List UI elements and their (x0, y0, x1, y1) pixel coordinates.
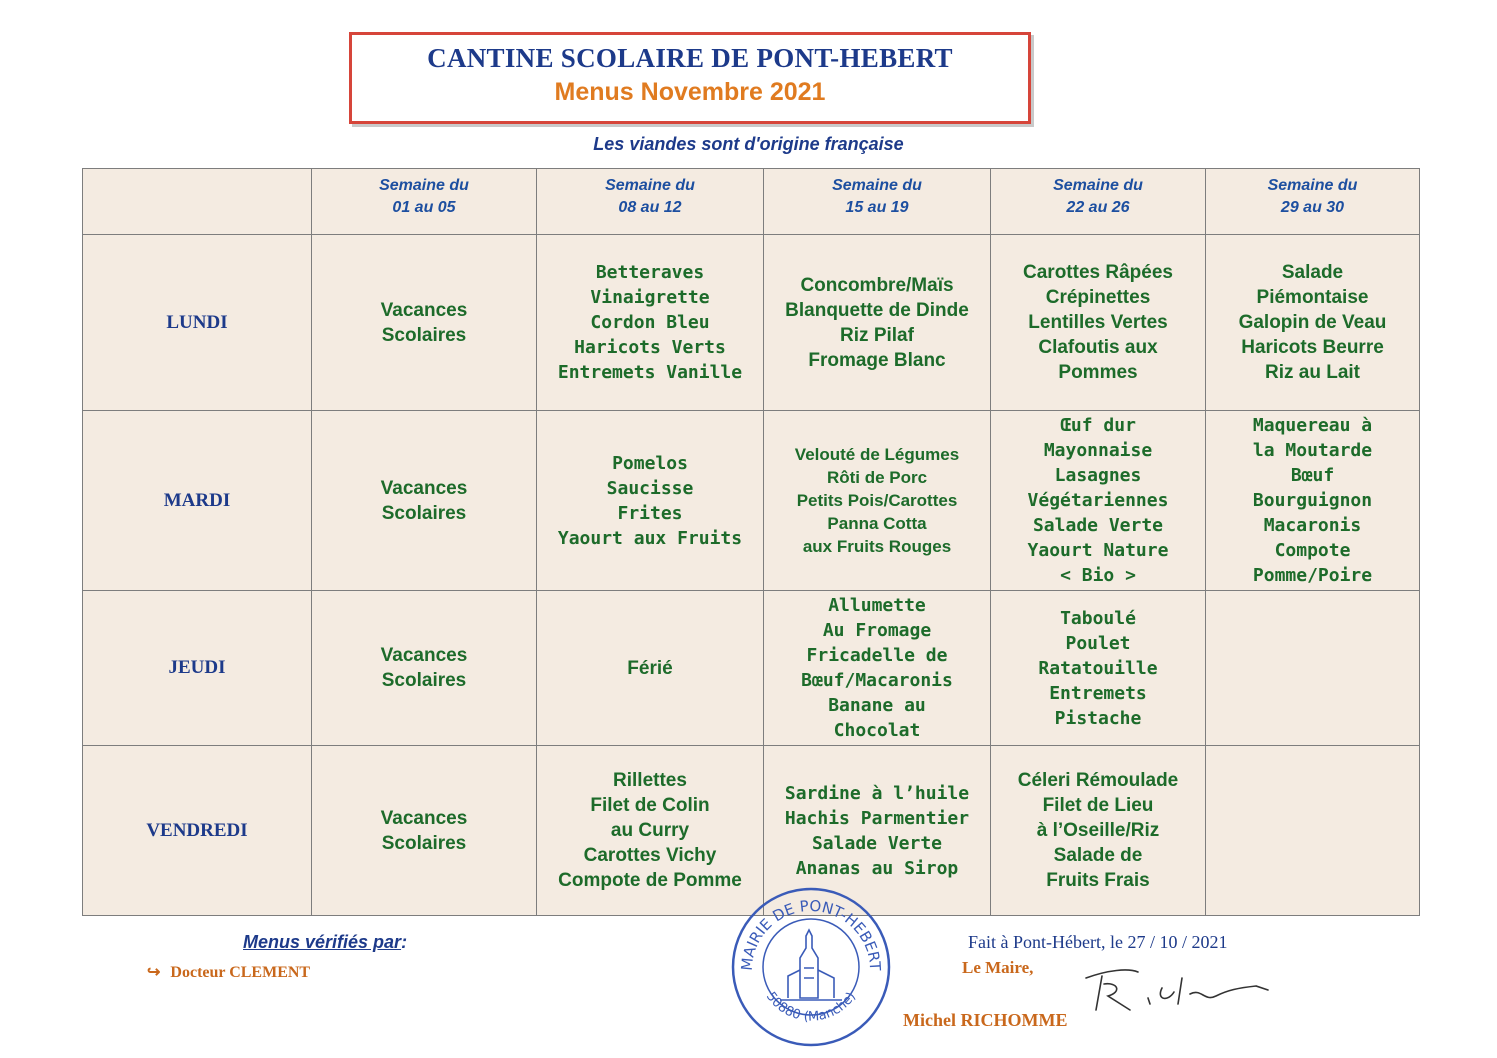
meal-list (1210, 413, 1415, 588)
doctor-name: Docteur CLEMENT (170, 964, 311, 981)
church-drawing (780, 930, 842, 1000)
meal-item: Betteraves (595, 262, 705, 283)
mayor-title: Le Maire, (962, 958, 1034, 977)
meal-item: Frites (617, 502, 683, 524)
meal-item: la Moutarde (1252, 440, 1373, 461)
meal-list (995, 768, 1201, 893)
meal-item: Taboulé (1060, 607, 1136, 629)
meal-item: Sardine à l’huile (784, 782, 970, 804)
page-title: CANTINE SCOLAIRE DE PONT-HEBERT (427, 43, 953, 73)
meal-list (768, 273, 986, 373)
week-header: Semaine du 08 au 12 (537, 169, 764, 235)
town-hall-stamp (730, 886, 892, 1048)
meal-item: Entremets (1049, 682, 1147, 704)
meal-item: Yaourt aux Fruits (557, 527, 743, 549)
day-label: LUNDI (83, 235, 312, 411)
doctor-line (147, 962, 310, 982)
menu-cell (1206, 235, 1420, 411)
menu-cell (1206, 411, 1420, 591)
meal-item: Salade (1281, 262, 1344, 283)
meal-item: Piémontaise (1256, 287, 1369, 308)
meal-item: Ananas au Sirop (795, 857, 959, 879)
stamp-bottom-text: 50880 (Manche) (762, 989, 860, 1025)
menu-cell (312, 235, 537, 411)
meal-item: Scolaires (381, 832, 467, 854)
menu-cell (764, 591, 991, 746)
table-header-row (83, 169, 1420, 235)
meal-item: Céleri Rémoulade (1017, 770, 1179, 791)
origin-note: Les viandes sont d'origine française (593, 134, 904, 154)
menu-cell (991, 235, 1206, 411)
meal-item: Fromage Blanc (808, 349, 946, 371)
meal-item: Pistache (1054, 707, 1142, 729)
meal-item: Salade Verte (811, 832, 943, 854)
meal-item: Compote (1274, 540, 1351, 561)
day-label: VENDREDI (83, 746, 312, 916)
meal-item: Concombre/Maïs (800, 274, 954, 296)
meal-list (541, 656, 759, 681)
meal-list (316, 476, 532, 526)
menu-cell (1206, 746, 1420, 916)
meal-item: à l’Oseille/Riz (1036, 820, 1160, 841)
mayor-signature (1078, 958, 1278, 1018)
menu-table (82, 168, 1420, 916)
meal-item: Bœuf (1290, 465, 1335, 486)
day-row (83, 411, 1420, 591)
menu-cell (537, 591, 764, 746)
meal-list (1210, 260, 1415, 385)
meal-item: Filet de Colin (590, 795, 710, 816)
meal-list (541, 451, 759, 551)
meal-item: Vacances (380, 477, 468, 499)
meal-item: Vacances (380, 299, 468, 321)
meal-item: Haricots Verts (574, 337, 726, 358)
meal-item: Férié (627, 657, 673, 679)
menu-cell (991, 411, 1206, 591)
meal-item: Haricots Beurre (1241, 337, 1384, 358)
meal-item: Salade Verte (1032, 515, 1164, 536)
meal-item: Scolaires (381, 502, 467, 524)
meal-item: Yaourt Nature (1027, 540, 1169, 561)
meal-item: Chocolat (833, 720, 921, 741)
made-at-line: Fait à Pont-Hébert, le 27 / 10 / 2021 (968, 932, 1228, 952)
meal-item: au Curry (610, 820, 690, 841)
meal-item: Scolaires (381, 670, 467, 691)
meal-item: Velouté de Légumes (794, 445, 960, 464)
meal-item: Riz Pilaf (840, 324, 914, 346)
week-header: Semaine du 01 au 05 (312, 169, 537, 235)
meal-item: Petits Pois/Carottes (796, 491, 958, 510)
meal-list (768, 443, 986, 558)
meal-item: Bœuf/Macaronis (801, 670, 953, 691)
svg-text:50880 (Manche) (763, 989, 859, 1024)
meal-item: Crépinettes (1045, 287, 1151, 308)
meal-item: < Bio > (1060, 565, 1136, 586)
meal-item: Maquereau à (1252, 415, 1373, 436)
meal-item: Filet de Lieu (1042, 795, 1154, 816)
meal-item: Riz au Lait (1264, 362, 1360, 383)
day-label: MARDI (83, 411, 312, 591)
meal-item: Végétariennes (1027, 490, 1169, 511)
meal-list (541, 260, 759, 385)
meal-item: Banane au (828, 695, 926, 716)
meal-item: Au Fromage (822, 620, 932, 641)
meal-item: Vinaigrette (590, 287, 710, 308)
meal-item: Œuf dur (1060, 415, 1136, 436)
menu-cell (991, 746, 1206, 916)
day-row (83, 235, 1420, 411)
week-header: Semaine du 15 au 19 (764, 169, 991, 235)
meal-item: Pommes (1058, 362, 1138, 383)
meal-item: Clafoutis aux (1038, 337, 1158, 358)
meal-item: Blanquette de Dinde (785, 299, 969, 321)
menu-cell (764, 235, 991, 411)
meal-list (316, 298, 532, 348)
corner-cell (83, 169, 312, 235)
meal-item: Mayonnaise (1043, 440, 1153, 461)
meal-list (995, 413, 1201, 588)
meal-list (768, 781, 986, 881)
meal-list (316, 806, 532, 856)
meal-item: Fricadelle de (806, 645, 948, 666)
meal-list (768, 593, 986, 743)
menu-cell (537, 235, 764, 411)
mayor-name: Michel RICHOMME (903, 1010, 1068, 1030)
meal-item: Bourguignon (1252, 490, 1373, 511)
meal-item: Poulet (1065, 632, 1131, 654)
menu-cell (764, 411, 991, 591)
meal-item: Rillettes (613, 770, 687, 791)
meal-item: Scolaires (381, 324, 467, 346)
week-header: Semaine du 22 au 26 (991, 169, 1206, 235)
meal-item: Vacances (380, 645, 468, 666)
meal-list (995, 606, 1201, 731)
meal-item: Pomme/Poire (1252, 565, 1373, 586)
meal-item: Ratatouille (1038, 657, 1158, 679)
meal-item: Vacances (380, 807, 468, 829)
page-subtitle: Menus Novembre 2021 (554, 78, 826, 106)
meal-item: Rôti de Porc (826, 468, 928, 487)
meal-item: Compote de Pomme (558, 870, 742, 891)
menu-cell (312, 746, 537, 916)
meal-item: Pomelos (612, 452, 688, 474)
meal-item: Allumette (828, 595, 926, 616)
menu-cell (312, 591, 537, 746)
meal-item: Macaronis (1263, 515, 1362, 536)
meal-item: aux Fruits Rouges (802, 537, 952, 556)
meal-list (316, 643, 532, 693)
meal-item: Carottes Râpées (1023, 262, 1173, 283)
meal-item: Carottes Vichy (583, 845, 717, 866)
meal-item: Galopin de Veau (1238, 312, 1387, 333)
stamp-top-text: MAIRIE DE PONT-HEBERT (737, 896, 885, 972)
meal-item: Hachis Parmentier (784, 807, 970, 829)
meal-item: Saucisse (606, 477, 694, 499)
meal-item: Entremets Vanille (557, 362, 743, 383)
verified-by-label: Menus vérifiés par: (243, 932, 408, 952)
menu-cell (1206, 591, 1420, 746)
day-row (83, 591, 1420, 746)
meal-list (541, 768, 759, 893)
meal-item: Lasagnes (1054, 465, 1142, 486)
menu-cell (537, 411, 764, 591)
menu-cell (312, 411, 537, 591)
meal-item: Lentilles Vertes (1028, 312, 1168, 333)
menu-cell (991, 591, 1206, 746)
meal-item: Cordon Bleu (590, 312, 710, 333)
meal-item: Fruits Frais (1046, 870, 1150, 891)
meal-item: Panna Cotta (827, 514, 927, 533)
pointing-hand-icon: ↪ (147, 964, 161, 981)
day-label: JEUDI (83, 591, 312, 746)
meal-item: Salade de (1053, 845, 1143, 866)
meal-list (995, 260, 1201, 385)
week-header: Semaine du 29 au 30 (1206, 169, 1420, 235)
title-box (349, 32, 1031, 124)
